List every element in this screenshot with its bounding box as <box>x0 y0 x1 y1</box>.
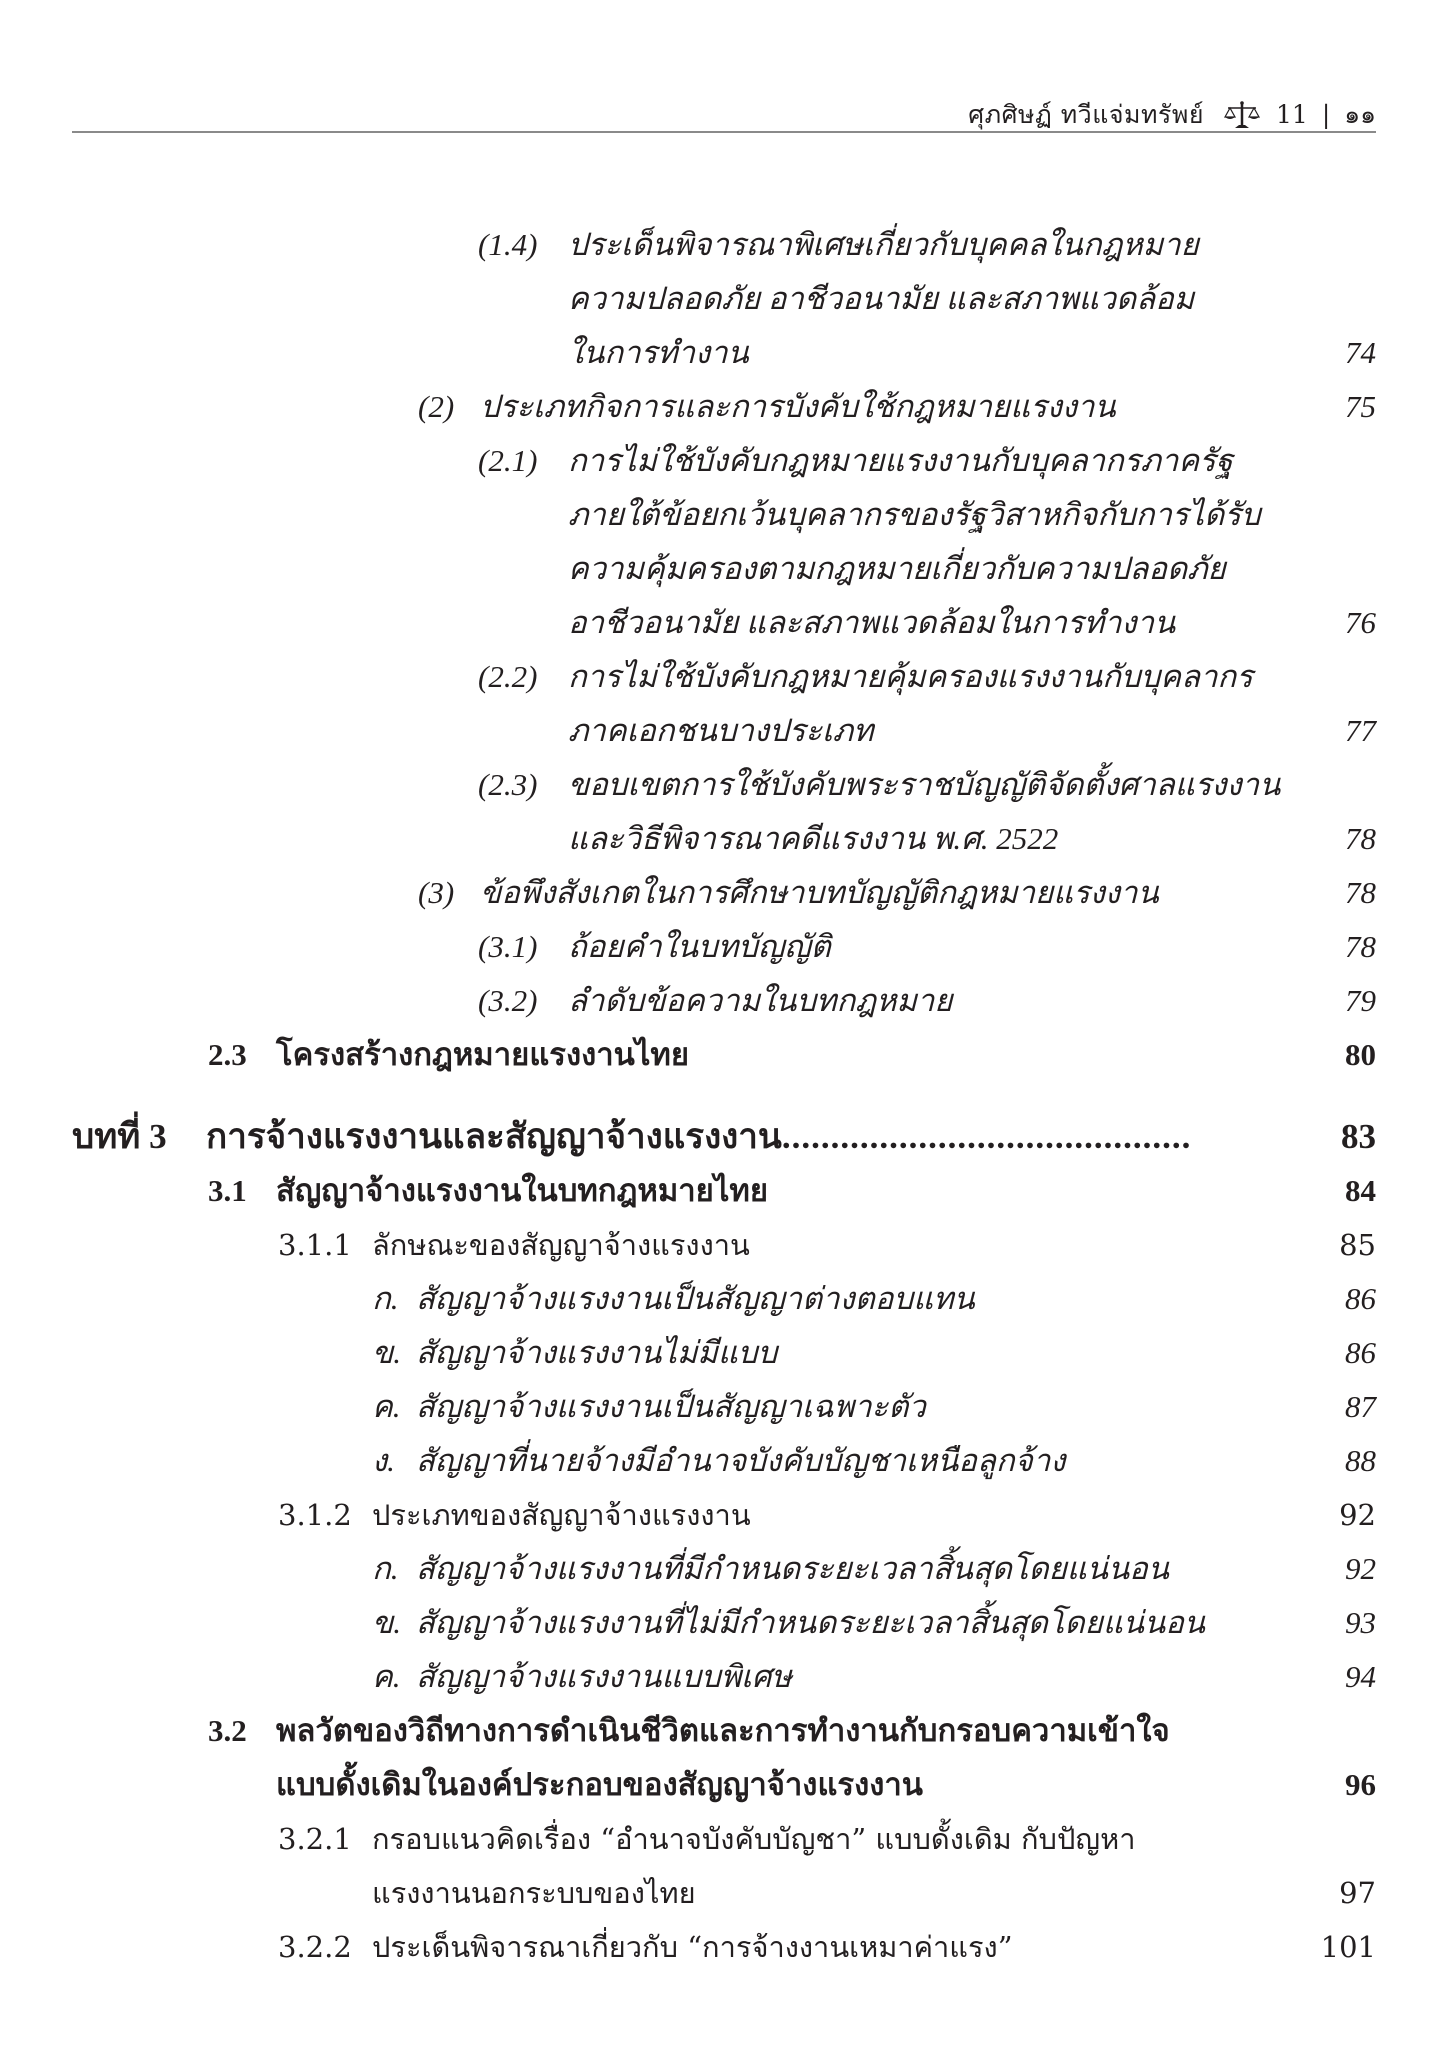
toc-page-number: 92 <box>1339 1498 1376 1532</box>
toc-text: สัญญาจ้างแรงงานไม่มีแบบ <box>416 1335 778 1370</box>
toc-text: การไม่ใช้บังคับกฎหมายคุ้มครองแรงงานกับบุคลากร <box>568 659 1253 694</box>
dot-leader: .......................................... <box>781 1117 1192 1156</box>
toc-page-number: 83 <box>1341 1117 1376 1156</box>
toc-page-number: 96 <box>1345 1767 1376 1802</box>
toc-label: (2.3) <box>478 767 538 802</box>
toc-page-number: 74 <box>1345 335 1376 370</box>
toc-text: ความคุ้มครองตามกฎหมายเกี่ยวกับความปลอดภัย <box>568 551 1226 586</box>
scales-of-justice-icon <box>1224 100 1260 130</box>
toc-text: โครงสร้างกฎหมายแรงงานไทย <box>276 1037 690 1072</box>
toc-label: ก. <box>372 1281 399 1316</box>
toc-text: ภาคเอกชนบางประเภท <box>568 713 874 748</box>
toc-text: สัญญาจ้างแรงงานในบทกฎหมายไทย <box>276 1173 769 1208</box>
toc-page-number: 84 <box>1345 1173 1376 1208</box>
toc-text: กรอบแนวคิดเรื่อง “อำนาจบังคับบัญชา” แบบดั้งเดิม กับปัญหา <box>372 1822 1136 1856</box>
header-info <box>968 96 1376 134</box>
toc-text: การไม่ใช้บังคับกฎหมายแรงงานกับบุคลากรภาครัฐ <box>568 443 1233 478</box>
toc-page-number: 78 <box>1345 929 1376 964</box>
toc-text: สัญญาจ้างแรงงานที่มีกำหนดระยะเวลาสิ้นสุดโดยแน่นอน <box>416 1551 1169 1586</box>
toc-page-number: 86 <box>1345 1335 1376 1370</box>
toc-page-number: 94 <box>1345 1659 1376 1694</box>
toc-label: (3) <box>418 875 455 910</box>
toc-text: ลักษณะของสัญญาจ้างแรงงาน <box>372 1228 750 1262</box>
toc-text: สัญญาที่นายจ้างมีอำนาจบังคับบัญชาเหนือลูกจ้าง <box>416 1443 1066 1478</box>
chapter-title-text: การจ้างแรงงานและสัญญาจ้างแรงงาน <box>206 1117 782 1156</box>
toc-label: ค. <box>372 1389 401 1424</box>
toc-label: (1.4) <box>478 227 538 262</box>
toc-page-number: 97 <box>1339 1876 1376 1910</box>
page-number-thai: ๑๑ <box>1344 100 1376 129</box>
toc-text: ในการทำงาน <box>568 335 749 370</box>
toc-text: ถ้อยคำในบทบัญญัติ <box>568 929 831 964</box>
toc-text: ภายใต้ข้อยกเว้นบุคลากรของรัฐวิสาหกิจกับการได้รับ <box>568 497 1261 532</box>
toc-label: (2.1) <box>478 443 538 478</box>
toc-text: แบบดั้งเดิมในองค์ประกอบของสัญญาจ้างแรงงาน <box>276 1767 923 1802</box>
toc-label: (2.2) <box>478 659 538 694</box>
toc-text: ข้อพึงสังเกตในการศึกษาบทบัญญัติกฎหมายแรงงาน <box>480 875 1159 910</box>
toc-text: ประเด็นพิจารณาพิเศษเกี่ยวกับบุคคลในกฎหมาย <box>568 227 1199 262</box>
toc-page-number: 79 <box>1345 983 1376 1018</box>
toc-text: ประเภทของสัญญาจ้างแรงงาน <box>372 1498 751 1532</box>
toc-page-number: 93 <box>1345 1605 1376 1640</box>
toc-text: สัญญาจ้างแรงงานแบบพิเศษ <box>416 1659 792 1694</box>
toc-page-number: 78 <box>1345 821 1376 856</box>
toc-page-number: 77 <box>1345 713 1376 748</box>
toc-text: อาชีวอนามัย และสภาพแวดล้อมในการทำงาน <box>568 605 1176 640</box>
toc-text: ความปลอดภัย อาชีวอนามัย และสภาพแวดล้อม <box>568 281 1195 316</box>
toc-label: (3.1) <box>478 929 538 964</box>
toc-page-number: 80 <box>1345 1037 1376 1072</box>
toc-label: 3.2.1 <box>278 1822 352 1856</box>
toc-page-number: 92 <box>1345 1551 1376 1586</box>
toc-page-number: 86 <box>1345 1281 1376 1316</box>
toc-page-number: 88 <box>1345 1443 1376 1478</box>
toc-text: ลำดับข้อความในบทกฎหมาย <box>568 983 953 1018</box>
toc-page-number: 101 <box>1320 1930 1376 1964</box>
page-number-arabic: 11 <box>1276 100 1308 129</box>
toc-label: 3.1.2 <box>278 1498 352 1532</box>
toc-label: 3.2 <box>208 1713 247 1748</box>
toc-page-number: 78 <box>1345 875 1376 910</box>
toc-text: ประเด็นพิจารณาเกี่ยวกับ “การจ้างงานเหมาค่าแรง” <box>372 1930 1013 1964</box>
toc-page-number: 76 <box>1345 605 1376 640</box>
toc-label: 3.2.2 <box>278 1930 352 1964</box>
toc-label: (3.2) <box>478 983 538 1018</box>
toc-text: และวิธีพิจารณาคดีแรงงาน พ.ศ. 2522 <box>568 821 1059 856</box>
toc-label: ข. <box>372 1605 401 1640</box>
chapter-title <box>206 1110 1191 1164</box>
header-separator: | <box>1321 100 1331 129</box>
toc-label: 3.1.1 <box>278 1228 352 1262</box>
toc-label: 3.1 <box>208 1173 247 1208</box>
header-rule <box>72 131 1376 133</box>
toc-page-number: 87 <box>1345 1389 1376 1424</box>
running-header <box>72 96 1376 134</box>
toc-text: ขอบเขตการใช้บังคับพระราชบัญญัติจัดตั้งศาลแรงงาน <box>568 767 1281 802</box>
toc-label: 2.3 <box>208 1037 247 1072</box>
toc-label: ก. <box>372 1551 399 1586</box>
toc-text: พลวัตของวิถีทางการดำเนินชีวิตและการทำงานกับกรอบความเข้าใจ <box>276 1713 1170 1748</box>
toc-text: แรงงานนอกระบบของไทย <box>372 1876 696 1910</box>
toc-label: ค. <box>372 1659 401 1694</box>
toc-text: ประเภทกิจการและการบังคับใช้กฎหมายแรงงาน <box>480 389 1116 424</box>
header-author: ศุภศิษฏ์ ทวีแจ่มทรัพย์ <box>968 100 1204 129</box>
toc-page-number: 75 <box>1345 389 1376 424</box>
toc-label: ข. <box>372 1335 401 1370</box>
toc-page-number: 85 <box>1339 1228 1376 1262</box>
toc-text: สัญญาจ้างแรงงานเป็นสัญญาต่างตอบแทน <box>416 1281 975 1316</box>
toc-text: สัญญาจ้างแรงงานเป็นสัญญาเฉพาะตัว <box>416 1389 926 1424</box>
toc-label: (2) <box>418 389 455 424</box>
chapter-label: บทที่ 3 <box>72 1117 167 1156</box>
toc-label: ง. <box>372 1443 395 1478</box>
toc-text: สัญญาจ้างแรงงานที่ไม่มีกำหนดระยะเวลาสิ้นสุดโดยแน่นอน <box>416 1605 1206 1640</box>
